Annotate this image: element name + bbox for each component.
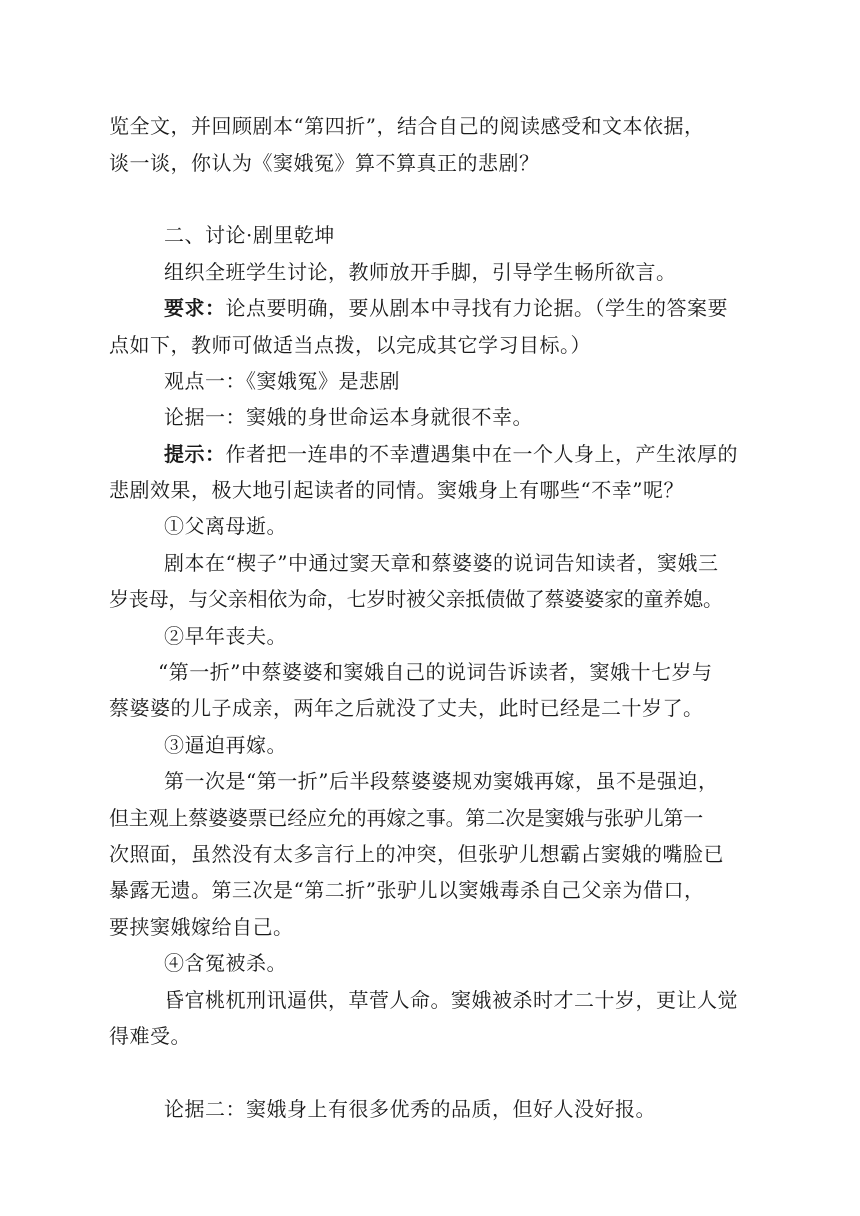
hint-text: 作者把一连串的不幸遭遇集中在一个人身上，产生浓厚的 <box>225 442 738 466</box>
paragraph-line: 次照面，虽然没有太多言行上的冲突，但张驴儿想霸占窦娥的嘴脸已 <box>109 842 724 866</box>
paragraph-line: “第一折”中蔡婆婆和窦娥自己的说词告诉读者，窦娥十七岁与 <box>158 660 713 684</box>
paragraph-line: 谈一谈，你认为《窦娥冤》算不算真正的悲剧？ <box>109 151 540 175</box>
paragraph-line: 得难受。 <box>109 1024 191 1048</box>
argument-heading: 论据二：窦娥身上有很多优秀的品质，但好人没好报。 <box>164 1097 656 1121</box>
requirement-line <box>164 295 860 321</box>
paragraph-line: 组织全班学生讨论，教师放开手脚，引导学生畅所欲言。 <box>164 260 677 284</box>
list-item-heading: ①父离母逝。 <box>164 514 287 538</box>
requirement-label: 要求： <box>164 296 226 320</box>
paragraph-line: 蔡婆婆的儿子成亲，两年之后就没了丈夫，此时已经是二十岁了。 <box>109 696 704 720</box>
hint-line <box>164 441 860 467</box>
paragraph-line: 但主观上蔡婆婆票已经应允的再嫁之事。第二次是窦娥与张驴儿第一 <box>109 806 703 830</box>
hint-label: 提示： <box>164 442 226 466</box>
paragraph-line: 剧本在“楔子”中通过窦天章和蔡婆婆的说词告知读者，窦娥三 <box>164 551 719 575</box>
paragraph-line: 昏官桃杌刑讯逼供，草菅人命。窦娥被杀时才二十岁，更让人觉 <box>164 988 738 1012</box>
paragraph-line: 暴露无遗。第三次是“第二折”张驴儿以窦娥毒杀自己父亲为借口， <box>109 878 705 902</box>
requirement-text: 论点要明确，要从剧本中寻找有力论据。（学生的答案要 <box>225 296 728 320</box>
viewpoint-heading: 观点一：《窦娥冤》是悲剧 <box>164 369 400 393</box>
list-item-heading: ③逼迫再嫁。 <box>164 733 287 757</box>
paragraph-line: 览全文，并回顾剧本“第四折”，结合自己的阅读感受和文本依据， <box>109 114 705 138</box>
paragraph-line: 岁丧母，与父亲相依为命，七岁时被父亲抵债做了蔡婆婆家的童养媳。 <box>109 587 723 611</box>
section-heading: 二、讨论·剧里乾坤 <box>164 223 335 247</box>
paragraph-line: 悲剧效果，极大地引起读者的同情。窦娥身上有哪些“不幸”呢？ <box>109 478 684 502</box>
paragraph-line: 第一次是“第一折”后半段蔡婆婆规劝窦娥再嫁，虽不是强迫， <box>164 769 719 793</box>
paragraph-line: 点如下，教师可做适当点拨，以完成其它学习目标。） <box>109 333 591 357</box>
list-item-heading: ②早年丧夫。 <box>164 624 287 648</box>
argument-heading: 论据一：窦娥的身世命运本身就很不幸。 <box>164 405 533 429</box>
paragraph-line: 要挟窦娥嫁给自己。 <box>109 915 294 939</box>
list-item-heading: ④含冤被杀。 <box>164 951 287 975</box>
